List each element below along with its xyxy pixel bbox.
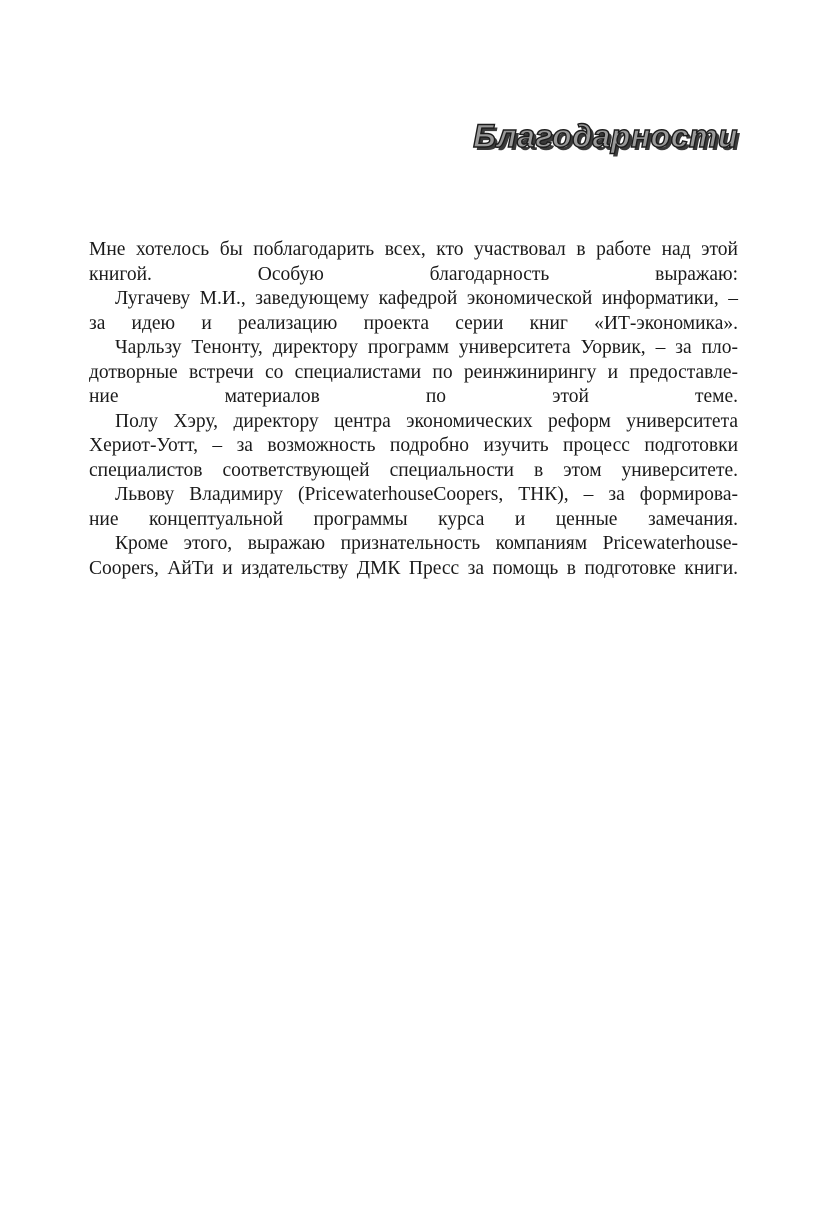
paragraph-lugachev: Лугачеву М.И., заведующему кафедрой экономической информатики, – за идею и реализацию проекта серии книг «ИТ-экономика». [89, 288, 738, 334]
paragraph-tenont: Чарльзу Тенонту, директору программ университета Уорвик, – за пло- дотворные встречи со специалистами по реинжинирингу и предоставле- ние материалов по этой теме. [89, 337, 738, 407]
acknowledgements-body [89, 238, 738, 581]
paragraph-hare: Полу Хэру, директору центра экономических реформ университета Хериот-Уотт, – за возможность подробно изучить процесс подготовки специалистов соответствующей специальности в этом университете. [89, 410, 738, 481]
paragraph-intro: Мне хотелось бы поблагодарить всех, кто участвовал в работе над этой книгой. Особую благодарность выражаю: [89, 239, 738, 285]
page-title: Благодарности [473, 118, 738, 154]
paragraph-companies: Кроме этого, выражаю признательность компаниям Pricewaterhouse- Coopers, АйТи и издательству ДМК Пресс за помощь в подготовке книги. [89, 533, 738, 579]
paragraph-lvov: Львову Владимиру (PricewaterhouseCoopers, ТНК), – за формирова- ние концептуальной программы курса и ценные замечания. [89, 484, 738, 530]
